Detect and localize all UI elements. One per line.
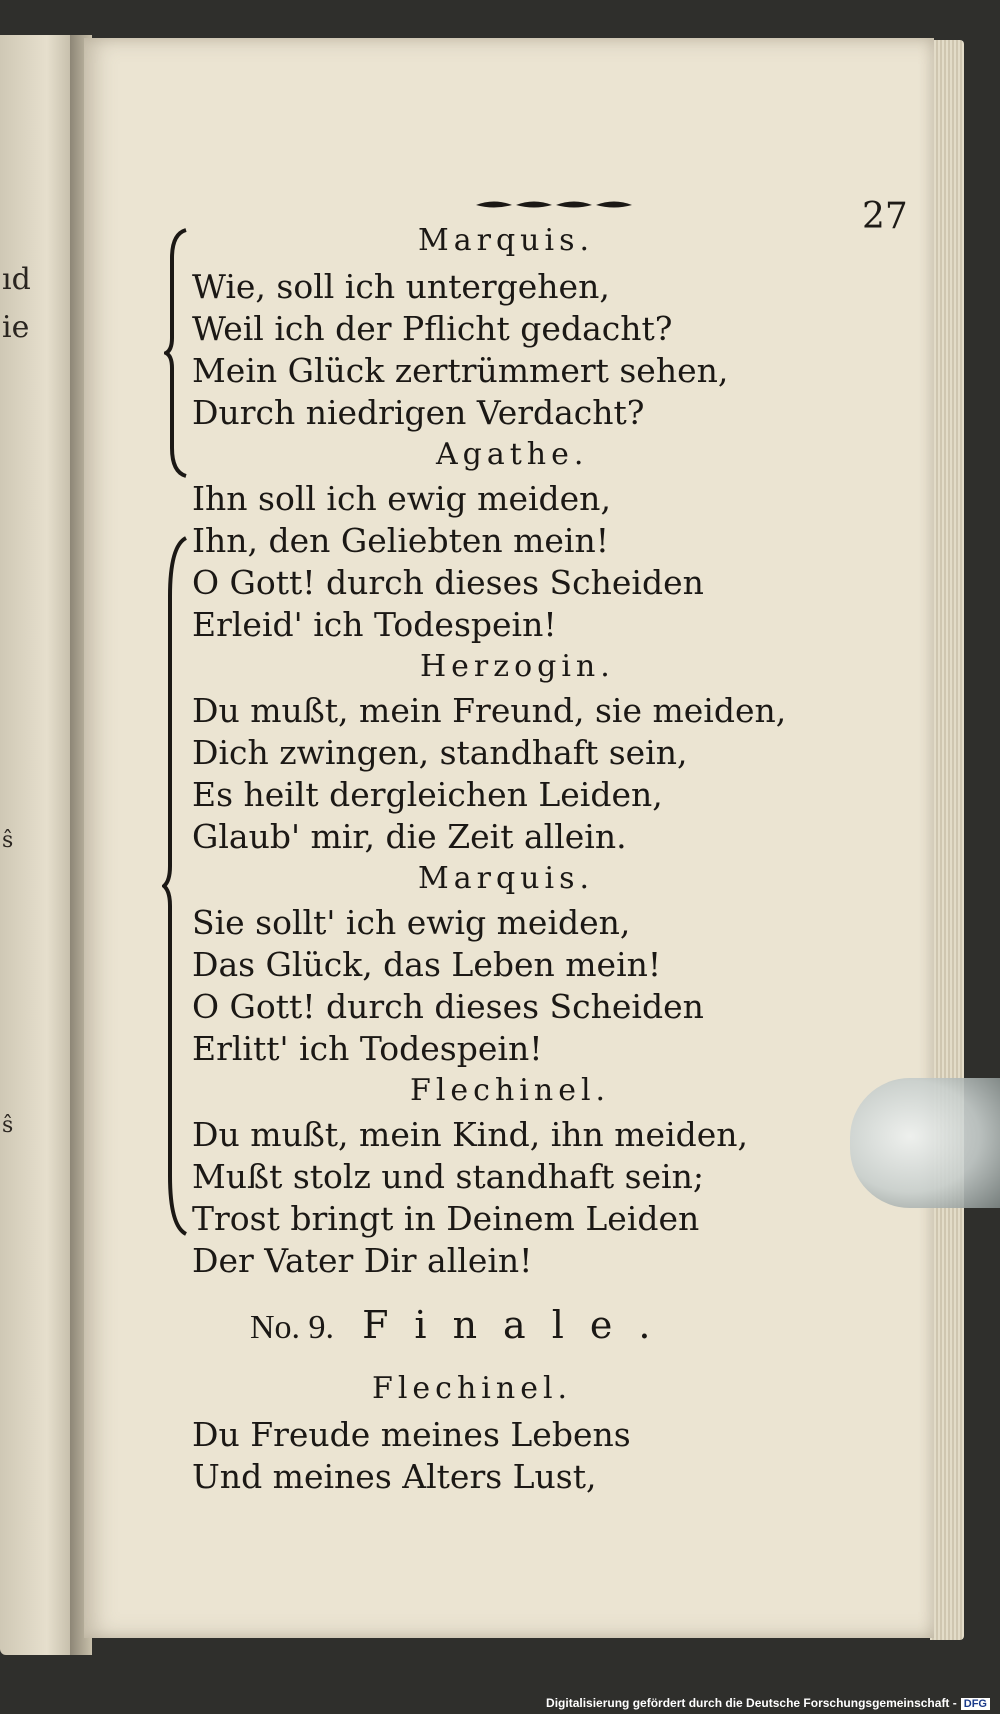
speaker-name: Marquis. xyxy=(418,223,594,258)
section-heading xyxy=(250,1303,677,1347)
speaker-name: Marquis. xyxy=(418,861,594,896)
verse-line: Das Glück, das Leben mein! xyxy=(192,945,662,984)
verse-line: Trost bringt in Deinem Leiden xyxy=(192,1199,700,1238)
verse-line: Erleid' ich Todespein! xyxy=(192,605,557,644)
verse-line: Du Freude meines Lebens xyxy=(192,1415,631,1454)
section-number: No. 9. xyxy=(250,1309,335,1346)
speaker-name: Flechinel. xyxy=(372,1371,573,1406)
verse-line: Ihn, den Geliebten mein! xyxy=(192,521,609,560)
verse-line: Ihn soll ich ewig meiden, xyxy=(192,479,611,518)
verse-line: O Gott! durch dieses Scheiden xyxy=(192,987,704,1026)
right-page xyxy=(84,38,934,1638)
verse-line: Dich zwingen, standhaft sein, xyxy=(192,733,688,772)
left-page-edge xyxy=(0,35,78,1655)
verse-line: Du mußt, mein Freund, sie meiden, xyxy=(192,691,787,730)
verse-line: Erlitt' ich Todespein! xyxy=(192,1029,543,1068)
speaker-name: Agathe. xyxy=(436,437,589,472)
speaker-name: Flechinel. xyxy=(410,1073,611,1108)
verse-line: Mein Glück zertrümmert sehen, xyxy=(192,351,729,390)
verse-line: Durch niedrigen Verdacht? xyxy=(192,393,645,432)
verse-line: O Gott! durch dieses Scheiden xyxy=(192,563,704,602)
verse-line: Sie sollt' ich ewig meiden, xyxy=(192,903,631,942)
verse-line: Mußt stolz und standhaft sein; xyxy=(192,1157,704,1196)
left-page-fragment: ŝ xyxy=(2,1113,14,1138)
verse-block xyxy=(84,38,934,1638)
left-page-fragment: ıd xyxy=(2,262,31,297)
verse-line: Weil ich der Pflicht gedacht? xyxy=(192,309,673,348)
section-title: Finale. xyxy=(362,1303,677,1347)
verse-line: Der Vater Dir allein! xyxy=(192,1241,533,1280)
dfg-logo: DFG xyxy=(961,1698,990,1710)
speaker-name: Herzogin. xyxy=(420,649,615,684)
verse-line: Wie, soll ich untergehen, xyxy=(192,267,610,306)
page-clip xyxy=(850,1078,1000,1208)
digitization-credit xyxy=(546,1696,990,1710)
credit-text: Digitalisierung gefördert durch die Deutsche Forschungsgemeinschaft - xyxy=(546,1696,957,1710)
verse-line: Es heilt dergleichen Leiden, xyxy=(192,775,663,814)
verse-line: Und meines Alters Lust, xyxy=(192,1457,597,1496)
verse-line: Du mußt, mein Kind, ihn meiden, xyxy=(192,1115,749,1154)
left-page-fragment: ŝ xyxy=(2,828,14,853)
left-page-fragment: ie xyxy=(2,310,30,345)
page-block-edge xyxy=(930,40,964,1640)
verse-line: Glaub' mir, die Zeit allein. xyxy=(192,817,627,856)
page-number: 27 xyxy=(862,196,908,237)
